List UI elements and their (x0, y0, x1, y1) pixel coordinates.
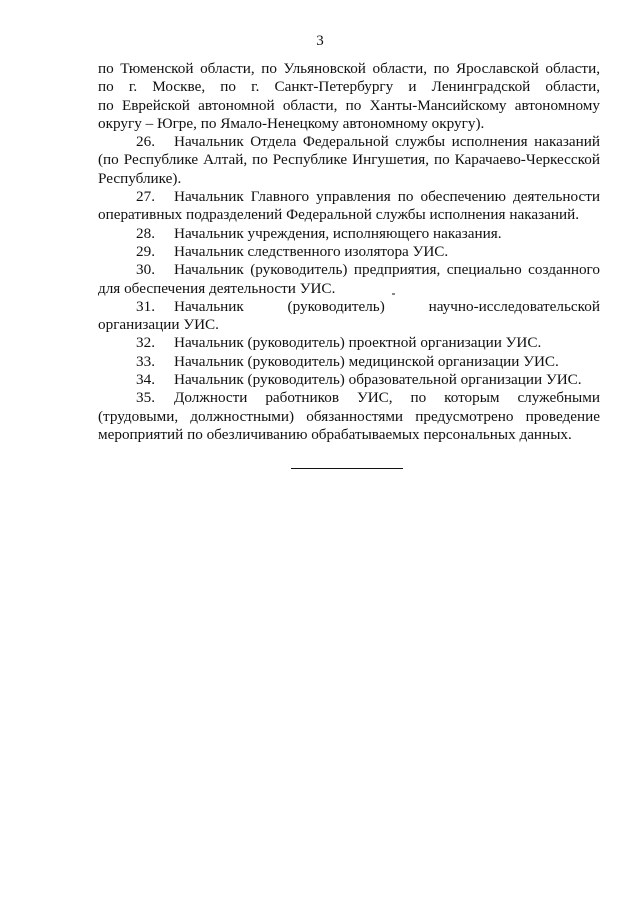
closing-divider-line (291, 468, 403, 469)
intro-line: округу – Югре, по Ямало-Ненецкому автономному округу). (98, 114, 485, 132)
item-text: Начальник Главного управления по обеспечению деятельности оперативных подразделений Федеральной службы исполнения наказаний. (98, 188, 600, 224)
item-text: Должности работников УИС, по которым служебными (трудовыми, должностными) обязанностями предусмотрено проведение мероприятий по обезличиванию обрабатываемых персональных данных. (98, 389, 600, 443)
item-number: 35. (136, 389, 155, 407)
list-item-31 (98, 298, 600, 335)
list-item-27 (98, 188, 600, 225)
item-number: 34. (136, 371, 155, 389)
list-item-30 (98, 261, 600, 298)
item-text: Начальник (руководитель) образовательной организации УИС. (174, 371, 582, 389)
item-text: Начальник (руководитель) проектной организации УИС. (174, 334, 542, 352)
list-item-32 (98, 334, 600, 352)
scan-speck (392, 293, 395, 295)
item-number: 29. (136, 242, 155, 260)
item-text: Начальник (руководитель) медицинской организации УИС. (174, 352, 559, 370)
list-item-33 (98, 353, 600, 371)
intro-line: по Тюменской области, по Ульяновской области, по Ярославской области, (98, 60, 600, 77)
item-text: Начальник (руководитель) научно-исследовательской организации УИС. (98, 297, 600, 334)
item-number: 33. (136, 352, 155, 370)
intro-line: по Еврейской автономной области, по Ханты-Мансийскому автономному (98, 96, 600, 114)
item-number: 28. (136, 224, 155, 242)
item-text: Начальник следственного изолятора УИС. (174, 242, 449, 260)
item-number: 31. (136, 297, 155, 315)
item-text: Начальник (руководитель) предприятия, специально созданного для обеспечения деятельности УИС. (98, 261, 600, 297)
item-number: 26. (136, 133, 155, 151)
item-text: Начальник учреждения, исполняющего наказания. (174, 224, 502, 242)
list-item-34 (98, 371, 600, 389)
item-number: 27. (136, 188, 155, 206)
document-body (98, 60, 600, 444)
list-item-29 (98, 243, 600, 261)
item-number: 32. (136, 334, 155, 352)
item-number: 30. (136, 261, 155, 279)
page-number: 3 (316, 33, 324, 49)
list-item-35 (98, 389, 600, 444)
list-item-28 (98, 225, 600, 243)
list-item-26 (98, 133, 600, 188)
intro-line: по г. Москве, по г. Санкт-Петербургу и Ленинградской области, (98, 78, 600, 96)
item-text: Начальник Отдела Федеральной службы исполнения наказаний (по Республике Алтай, по Республике Ингушетия, по Карачаево-Черкесской Республике). (98, 133, 600, 187)
